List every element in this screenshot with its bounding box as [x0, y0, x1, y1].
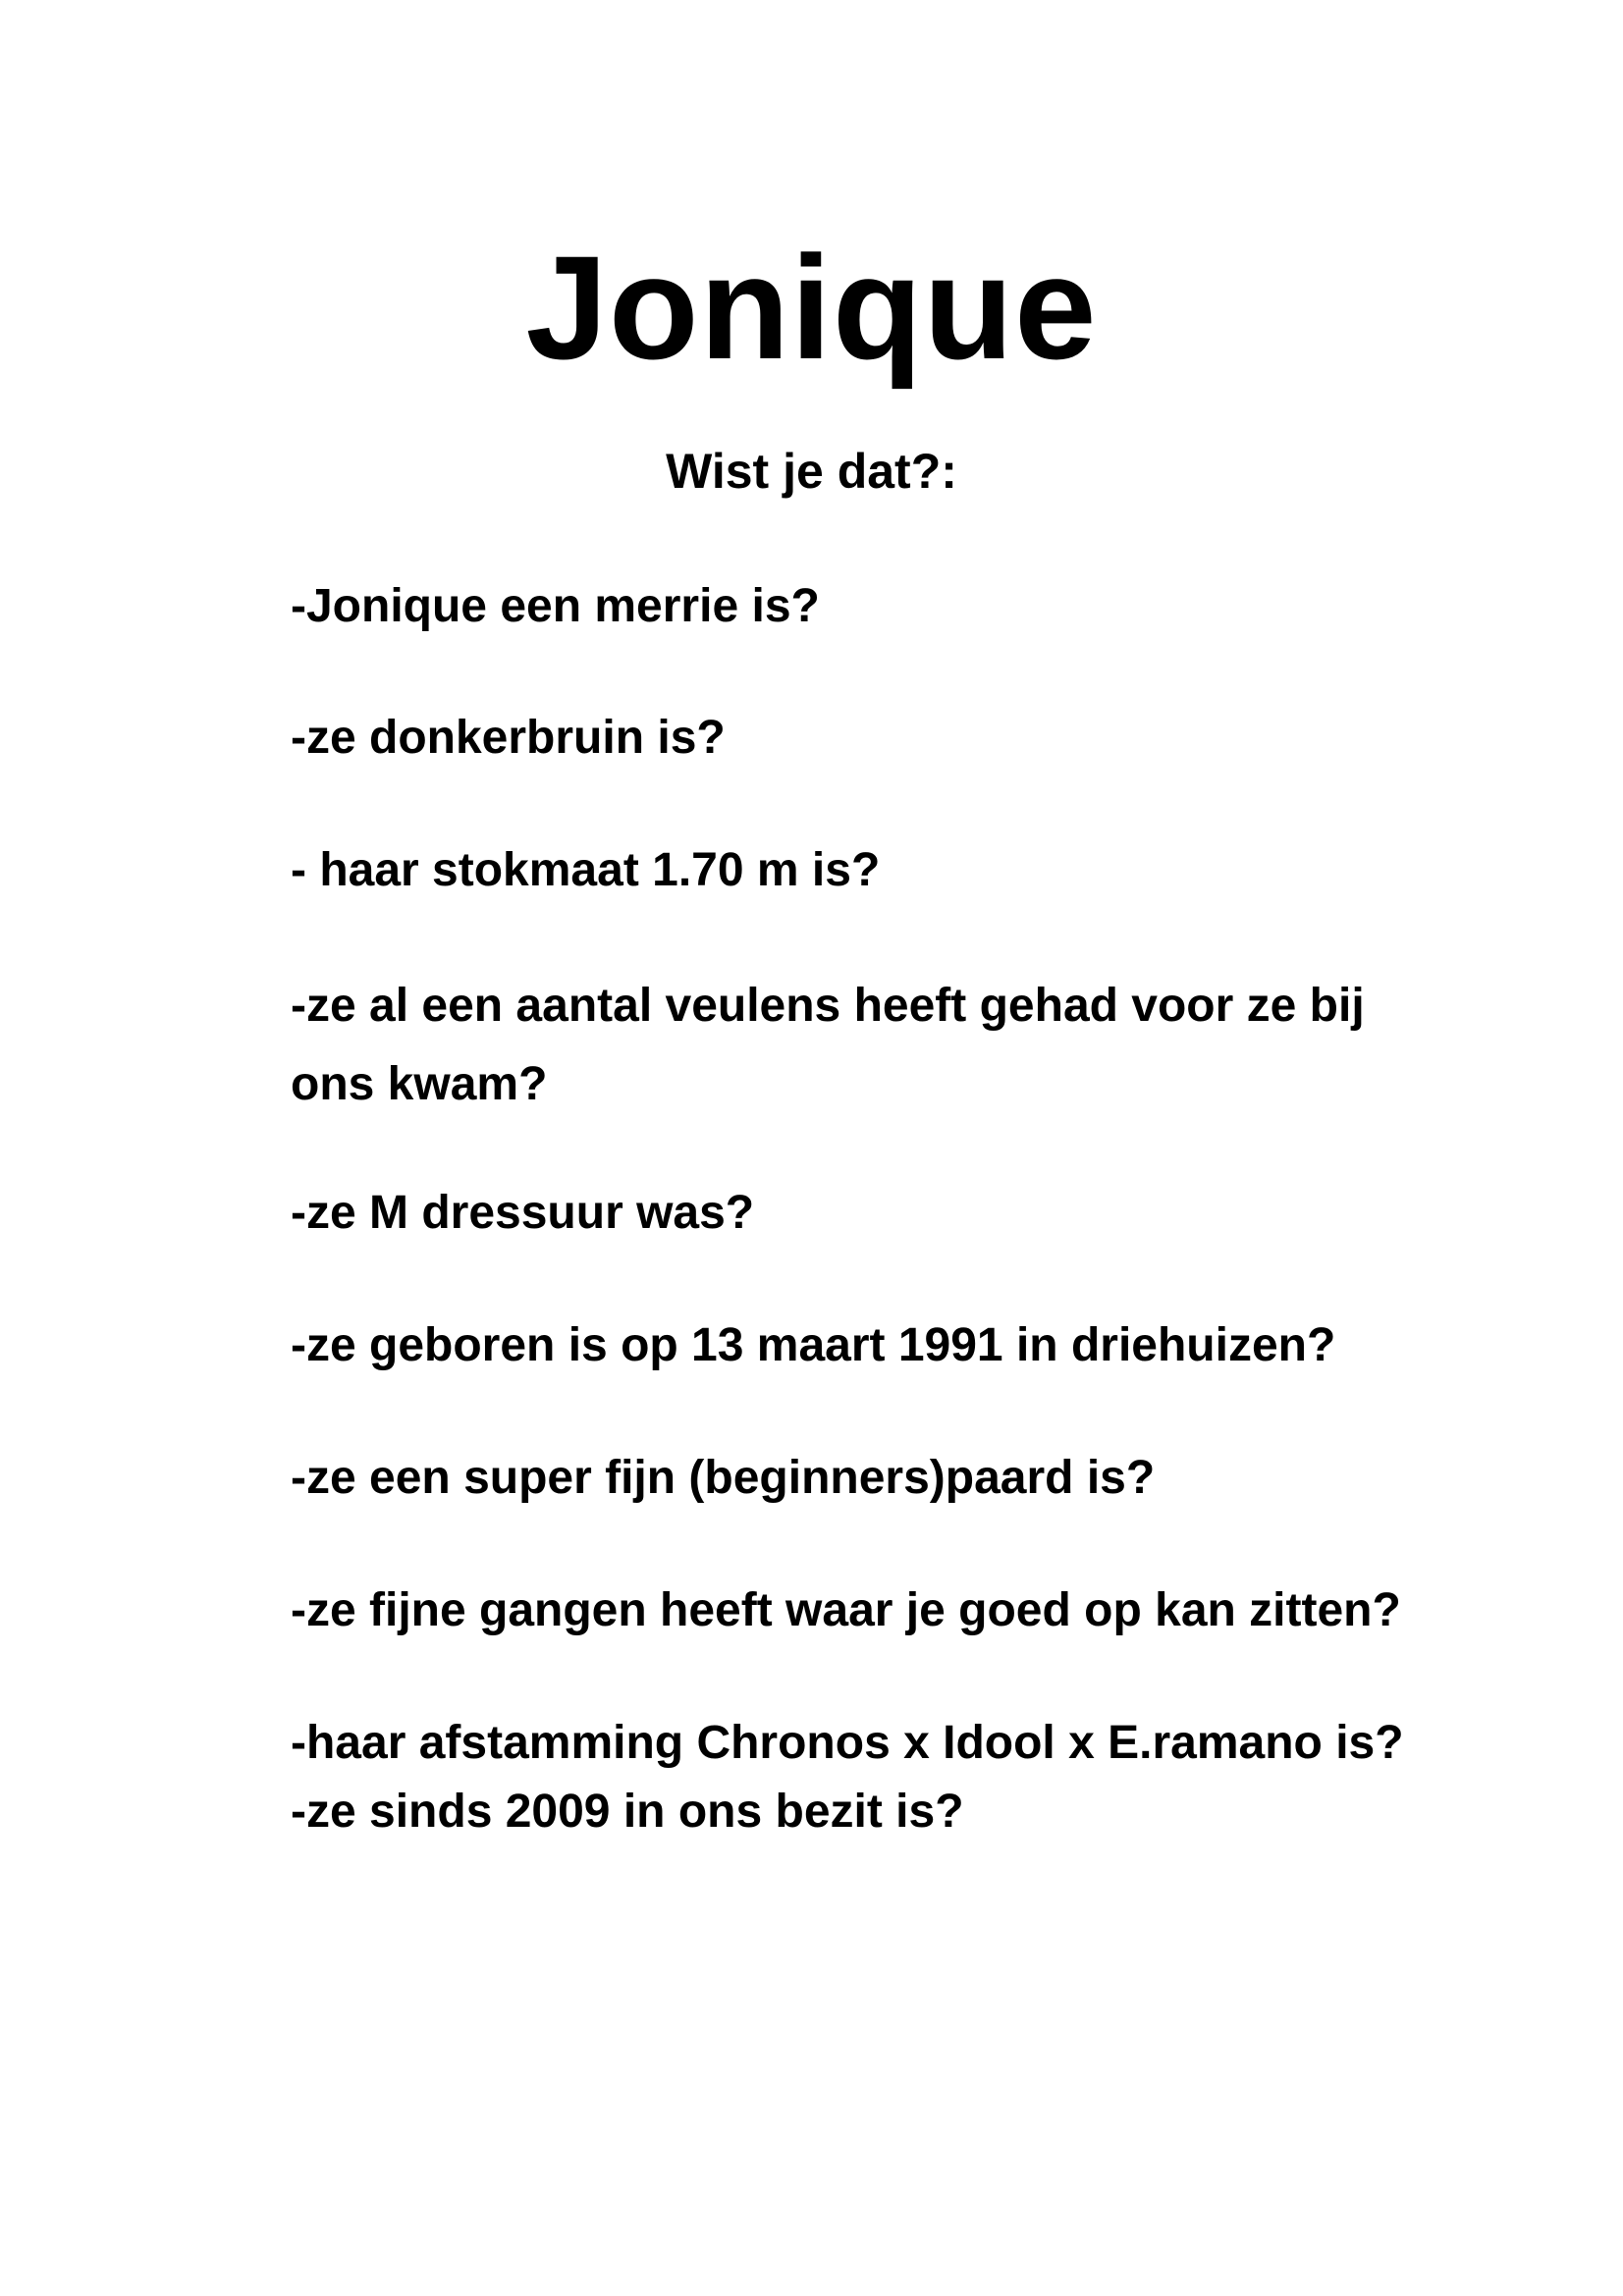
fact-item-height: - haar stokmaat 1.70 m is? [291, 844, 881, 896]
fact-item-pedigree: -haar afstamming Chronos x Idool x E.ramano is? [291, 1717, 1404, 1769]
fact-item-gaits: -ze fijne gangen heeft waar je goed op kan zitten? [291, 1584, 1401, 1636]
fact-item-dressage: -ze M dressuur was? [291, 1187, 755, 1239]
page-subtitle: Wist je dat?: [666, 444, 957, 499]
fact-item-mare: -Jonique een merrie is? [291, 580, 820, 632]
fact-item-foals: -ze al een aantal veulens heeft gehad voor ze bij ons kwam? [291, 980, 1365, 1110]
fact-item-color: -ze donkerbruin is? [291, 712, 726, 764]
fact-item-birth: -ze geboren is op 13 maart 1991 in driehuizen? [291, 1319, 1336, 1371]
fact-item-beginner-horse: -ze een super fijn (beginners)paard is? [291, 1452, 1156, 1504]
page-title: Jonique [525, 225, 1098, 390]
fact-item-ownership: -ze sinds 2009 in ons bezit is? [291, 1786, 964, 1838]
